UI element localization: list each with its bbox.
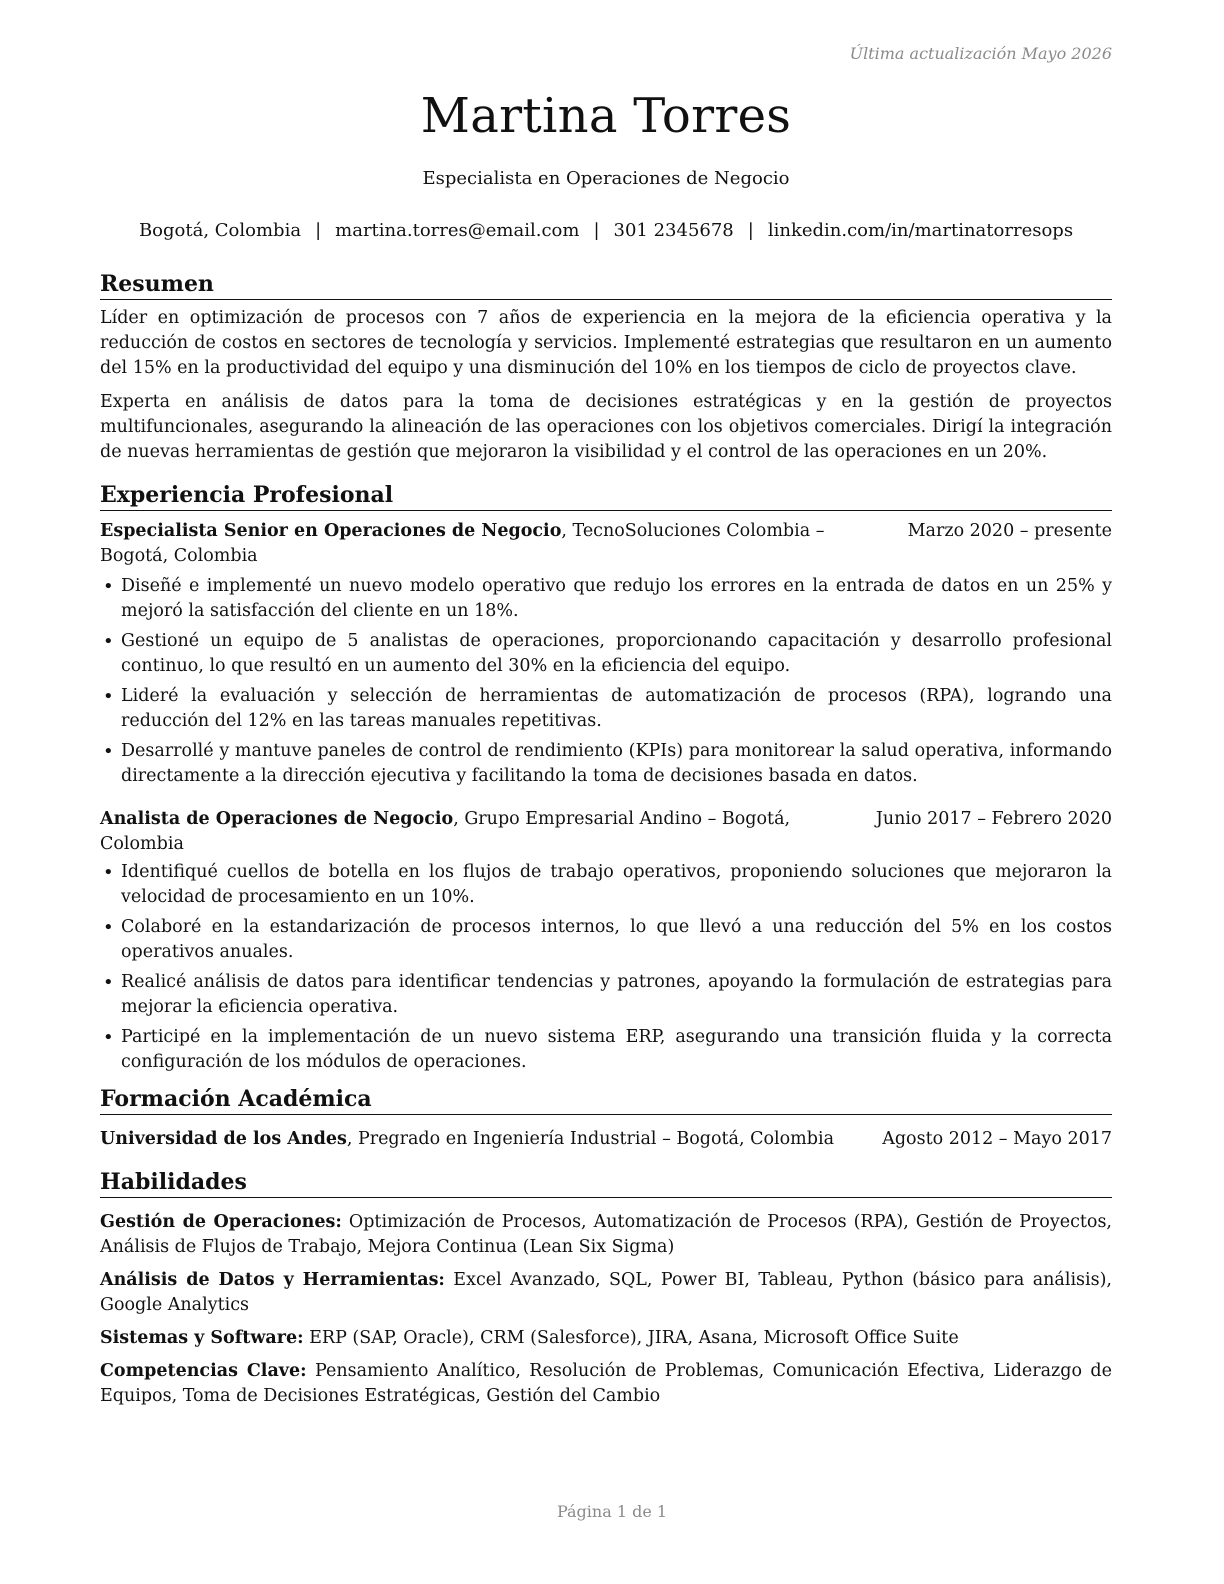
education-degree: , Pregrado en Ingeniería Industrial – Bogotá, Colombia [346, 1129, 835, 1149]
contact-linkedin[interactable]: linkedin.com/in/martinatorresops [767, 220, 1074, 241]
job-company: , TecnoSoluciones Colombia – Bogotá, Colombia [100, 521, 825, 566]
list-item: • Gestioné un equipo de 5 analistas de operaciones, proporcionando capacitación y desarrollo profesional continuo, lo que resultó en un aumento del 30% en la eficiencia del equipo. [100, 629, 1112, 679]
contact-email[interactable]: martina.torres@email.com [335, 220, 580, 241]
list-item: • Diseñé e implementé un nuevo modelo operativo que redujo los errores en la entrada de datos en un 25% y mejoró la satisfacción del cliente en un 18%. [100, 574, 1112, 624]
education-entry [100, 1127, 1112, 1152]
job-dates: Junio 2017 – Febrero 2020 [875, 809, 1112, 829]
skill-group-text: Pensamiento Analítico, Resolución de Problemas, Comunicación Efectiva, Liderazgo de Equipos, Toma de Decisiones Estratégicas, Gestión del Cambio [100, 1361, 1112, 1406]
contact-location: Bogotá, Colombia [138, 220, 302, 241]
skill-group-label: Sistemas y Software: [100, 1328, 304, 1348]
skill-group-text: ERP (SAP, Oracle), CRM (Salesforce), JIRA, Asana, Microsoft Office Suite [303, 1328, 959, 1348]
candidate-name: Martina Torres [420, 88, 792, 144]
education-dates: Agosto 2012 – Mayo 2017 [882, 1129, 1112, 1149]
job-company: , Grupo Empresarial Andino – Bogotá, Colombia [100, 809, 791, 854]
last-updated: Última actualización Mayo 2026 [849, 44, 1112, 63]
skill-group-label: Gestión de Operaciones: [100, 1212, 342, 1232]
candidate-title: Especialista en Operaciones de Negocio [422, 168, 790, 189]
job-bullets [100, 574, 1112, 789]
job-role: Especialista Senior en Operaciones de Negocio [100, 521, 562, 541]
skill-group [100, 1359, 1112, 1409]
section-heading: Formación Académica [100, 1085, 1112, 1115]
job-dates: Marzo 2020 – presente [907, 521, 1112, 541]
skill-group [100, 1326, 1112, 1351]
section-heading: Habilidades [100, 1168, 1112, 1198]
section-heading: Resumen [100, 270, 1112, 300]
summary-paragraph: Experta en análisis de datos para la toma de decisiones estratégicas y en la gestión de proyectos multifuncionales, asegurando la alineación de las operaciones con los objetivos comerciales. Dirigí la integración de nuevas herramientas de gestión que mejoraron la visibilidad y el control de las operaciones en un 20%. [100, 392, 1112, 462]
summary-paragraph: Líder en optimización de procesos con 7 años de experiencia en la mejora de la eficiencia operativa y la reducción de costos en sectores de tecnología y servicios. Implementé estrategias que resultaron en un aumento del 15% en la productividad del equipo y una disminución del 10% en los tiempos de ciclo de proyectos clave. [100, 308, 1112, 378]
job-bullets [100, 860, 1112, 1075]
job-header [100, 519, 1112, 569]
skills-section [100, 1168, 1112, 1409]
section-heading: Experiencia Profesional [100, 481, 1112, 511]
list-item: • Participé en la implementación de un nuevo sistema ERP, asegurando una transición fluida y la correcta configuración de los módulos de operaciones. [100, 1025, 1112, 1075]
page-number: Página 1 de 1 [556, 1502, 668, 1521]
contact-separator: | [593, 220, 600, 241]
job-entry [100, 519, 1112, 789]
contact-line [40, 220, 1172, 241]
resume-content [100, 270, 1112, 1409]
skill-group-label: Competencias Clave: [100, 1361, 307, 1381]
job-header [100, 807, 1112, 857]
summary-section [100, 270, 1112, 465]
skill-group-text: Optimización de Procesos, Automatización de Procesos (RPA), Gestión de Proyectos, Análisis de Flujos de Trabajo, Mejora Continua (Lean Six Sigma) [100, 1212, 1112, 1257]
list-item: • Identifiqué cuellos de botella en los flujos de trabajo operativos, proponiendo soluciones que mejoraron la velocidad de procesamiento en un 10%. [100, 860, 1112, 910]
job-entry [100, 807, 1112, 1075]
education-section [100, 1085, 1112, 1152]
education-school: Universidad de los Andes [100, 1129, 347, 1149]
contact-phone: 301 2345678 [613, 220, 734, 241]
list-item: • Desarrollé y mantuve paneles de control de rendimiento (KPIs) para monitorear la salud operativa, informando directamente a la dirección ejecutiva y facilitando la toma de decisiones basada en datos. [100, 739, 1112, 789]
skill-group [100, 1210, 1112, 1260]
contact-separator: | [747, 220, 754, 241]
list-item: • Colaboré en la estandarización de procesos internos, lo que llevó a una reducción del 5% en los costos operativos anuales. [100, 915, 1112, 965]
contact-separator: | [315, 220, 322, 241]
list-item: • Realicé análisis de datos para identificar tendencias y patrones, apoyando la formulación de estrategias para mejorar la eficiencia operativa. [100, 970, 1112, 1020]
skill-group-text: Excel Avanzado, SQL, Power BI, Tableau, Python (básico para análisis), Google Analytics [100, 1270, 1112, 1315]
experience-section [100, 481, 1112, 1075]
skill-group [100, 1268, 1112, 1318]
skill-group-label: Análisis de Datos y Herramientas: [100, 1270, 445, 1290]
list-item: • Lideré la evaluación y selección de herramientas de automatización de procesos (RPA), logrando una reducción del 12% en las tareas manuales repetitivas. [100, 684, 1112, 734]
job-role: Analista de Operaciones de Negocio [100, 809, 454, 829]
